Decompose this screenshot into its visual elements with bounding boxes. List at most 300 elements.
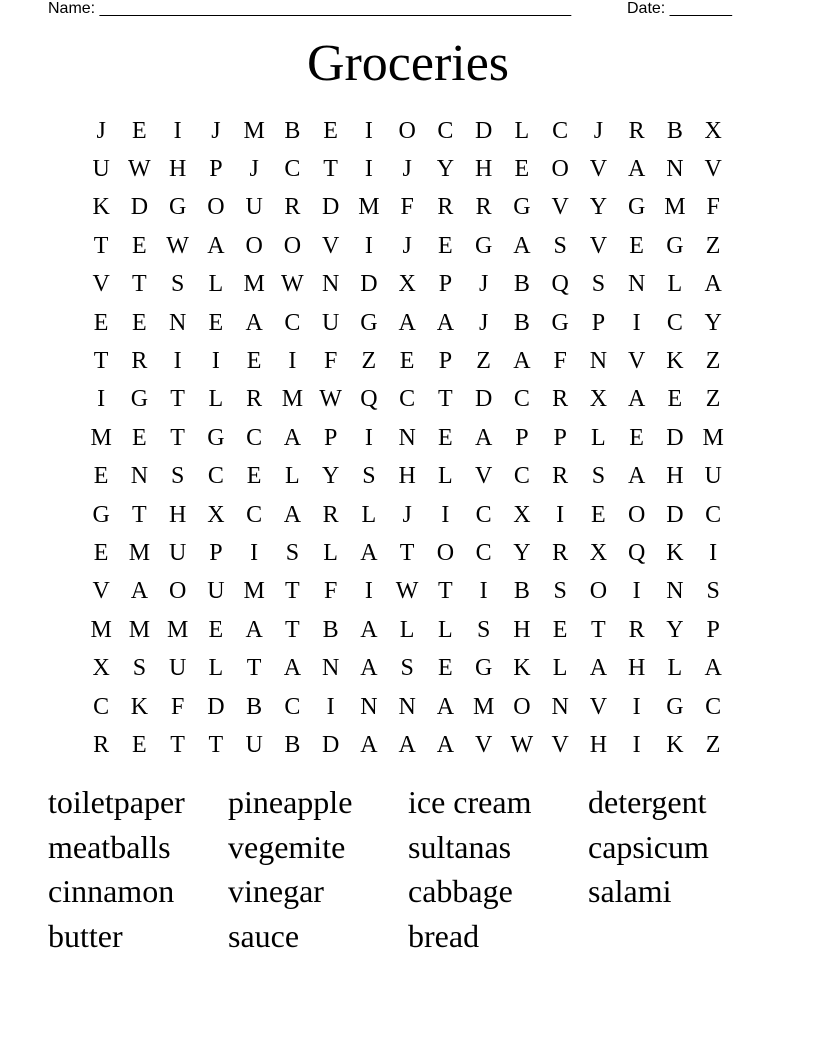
grid-letter: J [402,501,412,528]
grid-letter: C [284,156,301,183]
letter-grid [82,112,732,765]
grid-letter: T [285,616,300,643]
grid-letter: I [632,578,641,605]
grid-letter: S [706,578,720,605]
grid-letter: B [322,616,339,643]
grid-letter: T [438,386,453,413]
grid-letter: N [627,271,646,298]
grid-letter: A [360,655,378,682]
grid-letter: S [362,463,376,490]
grid-letter: U [245,194,263,221]
grid-letter: C [284,693,301,720]
grid-letter: V [627,348,646,375]
grid-letter: D [360,271,378,298]
grid-letter: Z [361,348,377,375]
grid-letter: D [207,693,225,720]
grid-letter: G [168,194,187,221]
grid-letter: O [589,578,608,605]
grid-letter: N [321,271,340,298]
grid-letter: H [666,463,684,490]
grid-letter: P [553,424,567,451]
grid-letter: P [591,309,606,336]
grid-letter: N [398,424,416,451]
grid-letter: E [438,424,453,451]
grid-letter: C [93,693,110,720]
grid-letter: E [132,117,147,144]
grid-letter: I [364,424,373,451]
grid-letter: R [475,194,492,221]
grid-letter: S [553,578,567,605]
word-bank-item: sultanas [408,828,512,865]
grid-letter: D [321,731,340,758]
grid-letter: R [628,616,645,643]
grid-letter: J [96,117,106,144]
grid-letter: P [438,271,453,298]
grid-letter: C [246,424,263,451]
grid-letter: G [360,309,378,336]
grid-letter: A [627,156,646,183]
grid-letter: A [207,232,225,259]
grid-letter: U [704,463,722,490]
grid-letter: E [629,424,644,451]
grid-letter: R [437,194,454,221]
grid-letter: G [666,232,684,259]
grid-letter: G [627,194,646,221]
grid-letter: E [93,539,109,566]
grid-letter: X [398,271,416,298]
grid-letter: R [552,386,569,413]
grid-letter: A [436,731,455,758]
grid-letter: O [551,156,569,183]
grid-letter: K [666,731,684,758]
grid-letter: L [208,386,224,413]
grid-letter: U [168,539,187,566]
grid-letter: H [398,463,416,490]
grid-letter: A [283,655,302,682]
grid-letter: I [326,693,335,720]
grid-letter: T [323,156,338,183]
grid-letter: X [704,117,722,144]
grid-letter: G [207,424,225,451]
grid-letter: C [207,463,224,490]
grid-letter: H [474,156,493,183]
grid-letter: T [132,501,147,528]
grid-letter: O [283,232,302,259]
grid-letter: N [168,309,187,336]
grid-letter: Z [705,731,721,758]
header-fields [48,0,748,22]
grid-letter: D [474,386,493,413]
grid-letter: M [166,616,189,643]
grid-letter: L [552,655,568,682]
grid-letter: M [128,539,151,566]
grid-letter: C [246,501,263,528]
grid-letter: N [130,463,149,490]
grid-letter: D [666,501,684,528]
grid-letter: E [132,309,147,336]
grid-letter: M [472,693,495,720]
grid-letter: T [591,616,606,643]
grid-letter: L [323,539,338,566]
grid-letter: L [591,424,606,451]
grid-letter: F [706,194,720,221]
grid-letter: I [211,348,220,375]
grid-letter: F [170,693,185,720]
page-title: Groceries [306,35,510,92]
grid-letter: C [284,309,301,336]
word-bank-item: salami [588,873,672,910]
grid-letter: E [132,424,147,451]
grid-letter: O [168,578,187,605]
grid-letter: A [474,424,493,451]
grid-letter: G [130,386,149,413]
grid-letter: Y [321,463,340,490]
grid-letter: C [399,386,416,413]
grid-letter: A [398,731,416,758]
word-bank-item: bread [408,918,480,955]
grid-letter: I [364,117,373,144]
grid-letter: T [246,655,262,682]
grid-letter: K [513,655,531,682]
grid-letter: W [395,578,419,605]
grid-letter: T [438,578,453,605]
grid-letter: N [360,693,378,720]
grid-letter: A [436,309,455,336]
grid-letter: B [513,271,530,298]
grid-letter: V [551,731,569,758]
grid-letter: A [513,348,531,375]
grid-letter: Q [360,386,378,413]
grid-letter: P [209,156,223,183]
grid-letter: R [552,539,569,566]
grid-letter: S [476,616,491,643]
grid-letter: R [552,463,569,490]
grid-letter: I [364,578,373,605]
grid-letter: V [589,232,608,259]
grid-letter: J [402,156,412,183]
grid-letter: A [360,616,378,643]
grid-letter: E [438,232,453,259]
grid-letter: I [364,232,373,259]
grid-letter: F [553,348,567,375]
grid-letter: I [441,501,450,528]
grid-letter: C [475,501,492,528]
grid-letter: V [92,578,110,605]
grid-letter: L [438,463,453,490]
grid-letter: I [364,156,373,183]
word-bank-item: cinnamon [48,873,175,910]
grid-letter: A [589,655,608,682]
grid-letter: A [704,655,722,682]
grid-letter: Y [666,616,684,643]
grid-letter: A [245,616,263,643]
grid-letter: H [168,156,187,183]
grid-letter: S [170,271,185,298]
word-bank-item: toiletpaper [48,784,185,820]
word-bank-item: detergent [588,784,707,820]
grid-letter: F [323,578,338,605]
grid-letter: N [321,655,340,682]
grid-letter: Y [436,156,455,183]
grid-letter: Z [476,348,491,375]
grid-letter: S [400,655,414,682]
grid-letter: J [593,117,604,144]
grid-letter: Y [589,194,608,221]
grid-letter: M [128,616,151,643]
grid-letter: B [513,578,530,605]
grid-letter: K [92,194,110,221]
grid-letter: A [130,578,149,605]
grid-letter: N [551,693,569,720]
grid-letter: I [632,309,641,336]
grid-letter: S [285,539,300,566]
grid-letter: J [402,232,412,259]
grid-letter: U [168,655,187,682]
grid-letter: E [591,501,606,528]
grid-letter: X [92,655,110,682]
grid-letter: B [513,309,530,336]
grid-letter: A [283,501,302,528]
grid-letter: M [90,424,112,451]
grid-letter: P [706,616,720,643]
grid-letter: H [168,501,187,528]
grid-letter: T [170,386,185,413]
grid-letter: I [250,539,259,566]
grid-letter: G [92,501,110,528]
grid-letter: T [285,578,300,605]
grid-letter: D [474,117,493,144]
grid-letter: M [243,578,265,605]
grid-letter: U [92,156,110,183]
grid-letter: C [705,501,722,528]
grid-letter: I [709,539,718,566]
grid-letter: V [474,463,493,490]
grid-letter: M [664,194,686,221]
grid-letter: G [666,693,684,720]
grid-letter: X [589,386,608,413]
grid-letter: Y [704,309,722,336]
grid-letter: M [702,424,724,451]
grid-letter: X [513,501,531,528]
grid-letter: M [90,616,112,643]
word-bank-item: vinegar [228,873,324,910]
grid-letter: A [360,731,378,758]
grid-letter: H [513,616,531,643]
word-bank [48,780,768,959]
grid-letter: J [478,309,489,336]
grid-letter: E [93,463,109,490]
grid-letter: T [93,348,109,375]
word-bank-item: pineapple [228,784,353,820]
grid-letter: E [93,309,109,336]
grid-letter: K [666,539,684,566]
grid-letter: R [628,117,645,144]
grid-letter: I [479,578,488,605]
grid-letter: V [551,194,569,221]
grid-letter: E [438,655,453,682]
grid-letter: R [93,731,110,758]
grid-letter: L [514,117,530,144]
grid-letter: R [131,348,148,375]
grid-letter: L [208,655,224,682]
grid-letter: T [170,731,185,758]
grid-letter: B [284,117,301,144]
grid-letter: D [321,194,340,221]
grid-letter: L [361,501,377,528]
grid-letter: J [478,271,489,298]
grid-letter: B [284,731,301,758]
grid-letter: I [632,693,641,720]
grid-letter: T [93,232,109,259]
grid-letter: S [591,463,606,490]
grid-letter: A [627,463,646,490]
grid-letter: A [513,232,531,259]
grid-letter: Z [705,348,721,375]
grid-letter: R [246,386,263,413]
name-field: Name: _____________________________________________________ [48,0,572,17]
grid-letter: D [666,424,684,451]
grid-letter: W [166,232,189,259]
grid-letter: G [474,655,493,682]
grid-letter: T [132,271,147,298]
grid-letter: O [398,117,416,144]
grid-letter: F [400,194,414,221]
grid-letter: N [666,578,684,605]
grid-letter: L [667,655,683,682]
grid-letter: G [513,194,531,221]
grid-letter: O [436,539,455,566]
word-bank-item: sauce [228,918,300,955]
grid-letter: V [321,232,340,259]
word-bank-item: butter [48,918,123,955]
grid-letter: U [245,731,263,758]
grid-letter: Z [705,386,721,413]
grid-letter: U [207,578,225,605]
grid-letter: L [399,616,415,643]
grid-letter: T [399,539,415,566]
grid-letter: T [208,731,224,758]
grid-letter: V [589,693,608,720]
grid-letter: E [399,348,415,375]
grid-letter: S [132,655,147,682]
grid-letter: U [321,309,340,336]
grid-letter: L [285,463,300,490]
grid-letter: J [249,156,259,183]
grid-letter: I [288,348,297,375]
grid-letter: C [475,539,492,566]
grid-letter: B [246,693,263,720]
grid-letter: P [209,539,223,566]
grid-letter: M [243,117,265,144]
word-bank-item: ice cream [408,784,532,820]
grid-letter: E [552,616,568,643]
grid-letter: C [437,117,454,144]
grid-letter: P [515,424,529,451]
grid-letter: Q [627,539,646,566]
grid-letter: R [322,501,339,528]
grid-letter: C [513,463,530,490]
word-bank-item: capsicum [588,828,709,865]
grid-letter: V [589,156,608,183]
grid-letter: O [207,194,225,221]
grid-letter: Y [513,539,531,566]
grid-letter: P [323,424,338,451]
grid-letter: I [173,348,182,375]
grid-letter: X [207,501,225,528]
grid-letter: E [246,463,262,490]
grid-letter: E [323,117,338,144]
grid-letter: W [281,271,304,298]
grid-letter: A [436,693,455,720]
grid-letter: W [510,731,534,758]
grid-letter: D [130,194,149,221]
grid-letter: F [323,348,338,375]
grid-letter: T [170,424,185,451]
grid-letter: L [667,271,683,298]
grid-letter: V [474,731,493,758]
grid-letter: W [128,156,151,183]
grid-letter: A [398,309,416,336]
grid-letter: E [667,386,683,413]
grid-letter: E [208,309,224,336]
grid-letter: I [632,731,641,758]
word-bank-item: cabbage [408,873,513,910]
grid-letter: E [208,616,224,643]
grid-letter: H [589,731,608,758]
grid-letter: M [243,271,265,298]
grid-letter: X [589,539,608,566]
grid-letter: L [208,271,224,298]
grid-letter: V [704,156,722,183]
grid-letter: E [514,156,530,183]
grid-letter: O [513,693,531,720]
grid-letter: M [358,194,380,221]
grid-letter: E [132,232,147,259]
grid-letter: I [556,501,565,528]
grid-letter: I [97,386,106,413]
grid-letter: L [438,616,453,643]
grid-letter: E [246,348,262,375]
grid-letter: Q [551,271,569,298]
grid-letter: C [705,693,722,720]
grid-letter: S [591,271,606,298]
grid-letter: O [245,232,263,259]
grid-letter: P [438,348,453,375]
grid-letter: W [319,386,342,413]
grid-letter: A [360,539,378,566]
grid-letter: N [398,693,416,720]
grid-letter: M [281,386,304,413]
grid-letter: E [629,232,644,259]
grid-letter: S [553,232,567,259]
grid-letter: A [627,386,646,413]
grid-letter: O [627,501,646,528]
word-bank-item: vegemite [228,828,346,865]
grid-letter: C [552,117,569,144]
grid-letter: K [666,348,684,375]
grid-letter: R [284,194,301,221]
grid-letter: Z [705,232,721,259]
grid-letter: S [170,463,185,490]
grid-letter: C [666,309,683,336]
grid-letter: N [589,348,608,375]
grid-letter: K [130,693,149,720]
grid-letter: N [666,156,684,183]
grid-letter: C [513,386,530,413]
grid-letter: A [283,424,302,451]
grid-letter: E [132,731,147,758]
grid-letter: A [704,271,722,298]
